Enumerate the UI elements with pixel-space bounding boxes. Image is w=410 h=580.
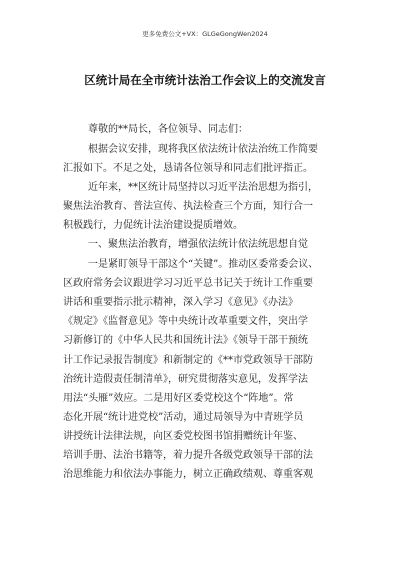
body-line: 态化开展“统计进党校”活动，通过局领导为中青班学员 [63,412,304,423]
body-line: 一是紧盯领导干部这个“关键”。推动区委常委会议、 [88,259,319,270]
body-line: 聚焦法治教育、普法宣传、执法检查三个方面，知行合一 [63,201,313,212]
section-heading: 一、聚焦法治教育，增强依法统计依法统思想自觉 [88,239,308,250]
body-line: 《规定》《监督意见》等中央统计改革重要文件，突出学 [63,316,308,327]
body-line: 治思维能力和依法办事能力，树立正确政绩观、尊重客观 [63,469,313,480]
body-line: 用法“头雁”效应。二是用好区委党校这个“阵地”。常 [63,393,294,404]
body-line: 讲授统计法律法规，向区委党校图书馆捐赠统计年鉴、 [63,431,303,442]
body-line: 近年来，**区统计局坚持以习近平法治思想为指引， [88,182,318,193]
body-line: 计工作记录报告制度》和新制定的《**市党政领导干部防 [63,355,313,366]
body-line: 积极践行，力促统计法治建设提质增效。 [63,220,243,231]
body-line: 根据会议安排，现将我区依法统计依法治统工作简要 [88,144,318,155]
body-line: 讲话和重要指示批示精神，深入学习《意见》《办法》 [63,297,298,308]
body-line: 区政府常务会议跟进学习习近平总书记关于统计工作重要 [63,278,313,289]
body-line: 汇报如下。不足之处，恳请各位领导和同志们批评指正。 [63,163,313,174]
document-title: 区统计局在全市统计法治工作会议上的交流发言 [84,73,326,87]
body-line: 培训手册、法治书籍等，着力提升各级党政领导干部的法 [63,450,313,461]
body-line: 习新修订的《中华人民共和国统计法》《领导干部干预统 [63,335,308,346]
header-note: 更多免费公文+VX：GLGeGongWen2024 [142,30,268,38]
body-line: 治统计造假责任制清单》，研究贯彻落实意见，发挥学法 [63,374,308,385]
salutation: 尊敬的**局长，各位领导、同志们： [88,124,248,135]
